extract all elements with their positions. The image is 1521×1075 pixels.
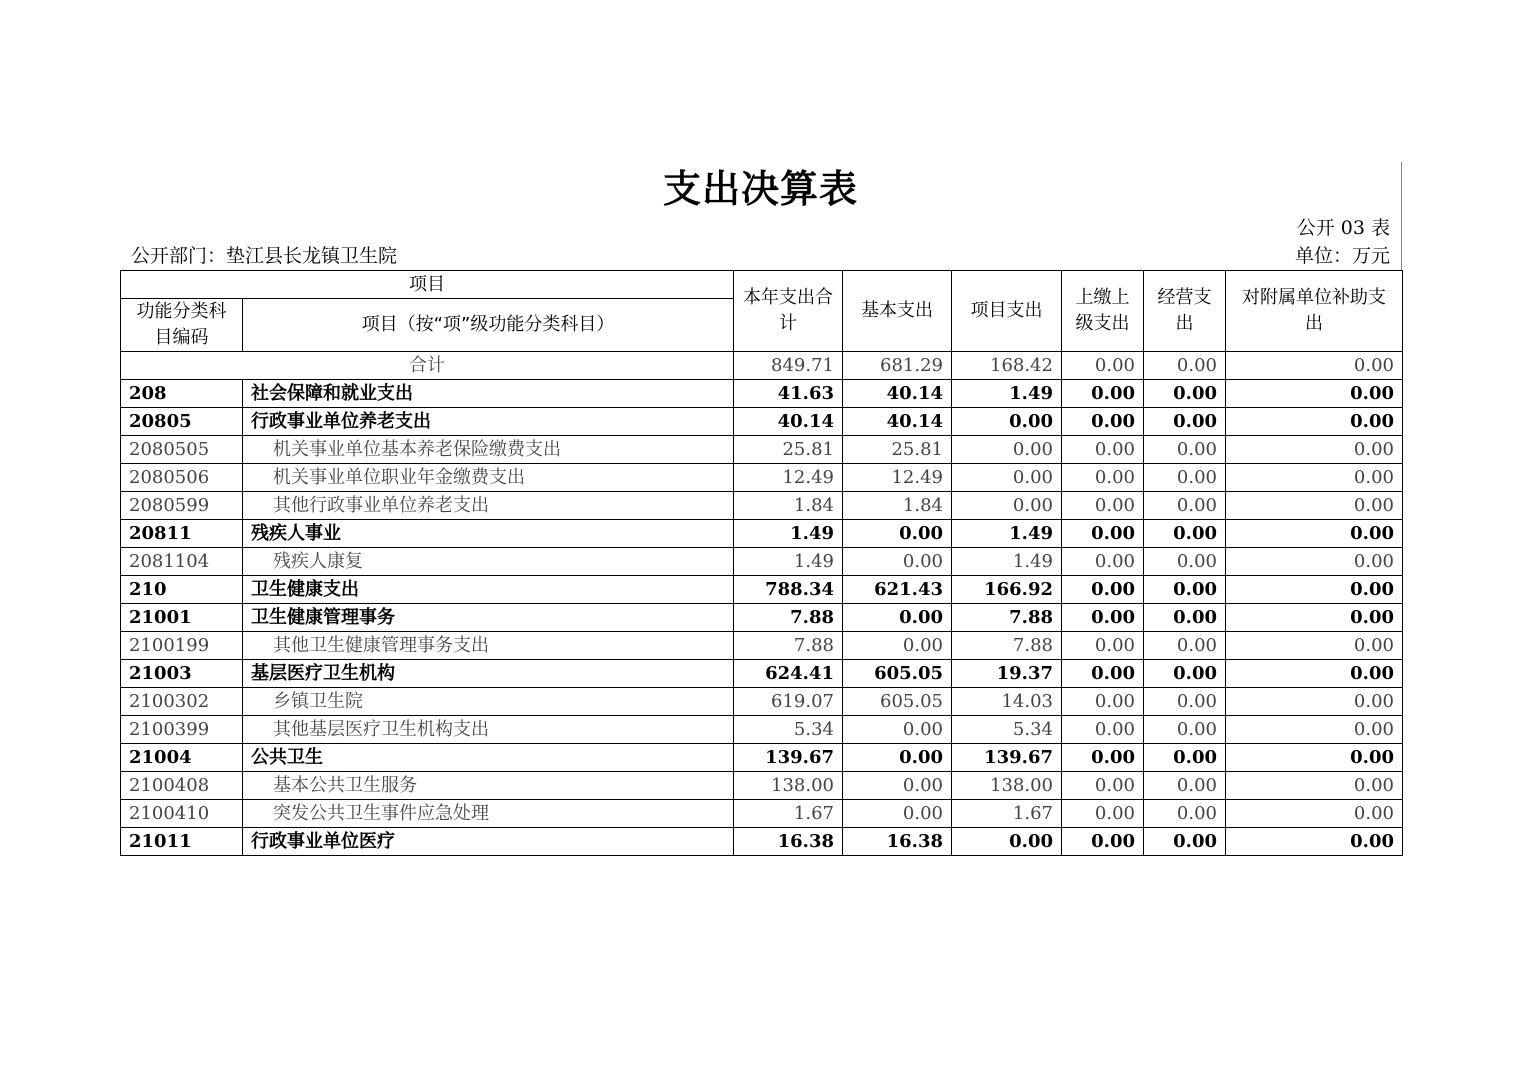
table-row: [121, 464, 1403, 492]
total-cell: 12.49: [734, 464, 843, 492]
name-cell: 残疾人事业: [243, 520, 734, 548]
business-cell: 0.00: [1144, 632, 1226, 660]
upper-cell: 0.00: [1062, 744, 1144, 772]
table-row: [121, 772, 1403, 800]
basic-cell: 0.00: [843, 772, 952, 800]
business-cell: 0.00: [1144, 520, 1226, 548]
name-cell: 社会保障和就业支出: [243, 380, 734, 408]
total-cell: 788.34: [734, 576, 843, 604]
code-cell: 21003: [121, 660, 243, 688]
table-row: [121, 632, 1403, 660]
total-cell: 1.49: [734, 520, 843, 548]
subsidy-cell: 0.00: [1226, 800, 1403, 828]
table-row: [121, 380, 1403, 408]
project-cell: 0.00: [952, 436, 1062, 464]
upper-cell: 0.00: [1062, 408, 1144, 436]
name-cell: 机关事业单位基本养老保险缴费支出: [243, 436, 734, 464]
subsidy-cell: 0.00: [1226, 660, 1403, 688]
subsidy-cell: 0.00: [1226, 380, 1403, 408]
upper-cell: 0.00: [1062, 380, 1144, 408]
business-cell: 0.00: [1144, 464, 1226, 492]
code-cell: 20805: [121, 408, 243, 436]
business-cell: 0.00: [1144, 408, 1226, 436]
basic-cell: 605.05: [843, 660, 952, 688]
upper-cell: 0.00: [1062, 772, 1144, 800]
table-body: [121, 352, 1403, 856]
table-row: [121, 576, 1403, 604]
table-row: [121, 800, 1403, 828]
subsidy-cell: 0.00: [1226, 436, 1403, 464]
total-cell: 16.38: [734, 828, 843, 856]
project-cell: 168.42: [952, 352, 1062, 380]
name-cell: 残疾人康复: [243, 548, 734, 576]
header-code: 功能分类科目编码: [121, 299, 243, 352]
basic-cell: 0.00: [843, 548, 952, 576]
name-cell: 基层医疗卫生机构: [243, 660, 734, 688]
business-cell: 0.00: [1144, 772, 1226, 800]
code-cell: 210: [121, 576, 243, 604]
project-cell: 0.00: [952, 492, 1062, 520]
upper-cell: 0.00: [1062, 632, 1144, 660]
subsidy-cell: 0.00: [1226, 688, 1403, 716]
code-cell: 2081104: [121, 548, 243, 576]
table-row: [121, 408, 1403, 436]
form-number: 公开 03 表: [1296, 217, 1390, 239]
name-cell: 行政事业单位养老支出: [243, 408, 734, 436]
upper-cell: 0.00: [1062, 576, 1144, 604]
expenditure-table: [120, 270, 1403, 856]
header-basic: 基本支出: [843, 271, 952, 352]
upper-cell: 0.00: [1062, 436, 1144, 464]
basic-cell: 605.05: [843, 688, 952, 716]
total-cell: 624.41: [734, 660, 843, 688]
project-cell: 5.34: [952, 716, 1062, 744]
code-cell: 20811: [121, 520, 243, 548]
project-cell: 0.00: [952, 408, 1062, 436]
header-name: 项目（按“项”级功能分类科目）: [243, 299, 734, 352]
basic-cell: 16.38: [843, 828, 952, 856]
subsidy-cell: 0.00: [1226, 520, 1403, 548]
code-cell: 2100399: [121, 716, 243, 744]
header-project-group: 项目: [121, 271, 734, 299]
upper-cell: 0.00: [1062, 352, 1144, 380]
upper-cell: 0.00: [1062, 548, 1144, 576]
basic-cell: 621.43: [843, 576, 952, 604]
upper-cell: 0.00: [1062, 492, 1144, 520]
header-project: 项目支出: [952, 271, 1062, 352]
code-cell: 208: [121, 380, 243, 408]
total-cell: 5.34: [734, 716, 843, 744]
basic-cell: 25.81: [843, 436, 952, 464]
table-row: [121, 688, 1403, 716]
project-cell: 166.92: [952, 576, 1062, 604]
business-cell: 0.00: [1144, 576, 1226, 604]
upper-cell: 0.00: [1062, 716, 1144, 744]
table-row: [121, 604, 1403, 632]
business-cell: 0.00: [1144, 800, 1226, 828]
table-row: [121, 492, 1403, 520]
total-cell: 849.71: [734, 352, 843, 380]
total-cell: 25.81: [734, 436, 843, 464]
upper-cell: 0.00: [1062, 800, 1144, 828]
project-cell: 1.49: [952, 380, 1062, 408]
basic-cell: 40.14: [843, 380, 952, 408]
upper-cell: 0.00: [1062, 828, 1144, 856]
upper-cell: 0.00: [1062, 604, 1144, 632]
basic-cell: 0.00: [843, 800, 952, 828]
basic-cell: 40.14: [843, 408, 952, 436]
business-cell: 0.00: [1144, 828, 1226, 856]
upper-cell: 0.00: [1062, 520, 1144, 548]
business-cell: 0.00: [1144, 380, 1226, 408]
upper-cell: 0.00: [1062, 464, 1144, 492]
header-total: 本年支出合计: [734, 271, 843, 352]
header-business: 经营支出: [1144, 271, 1226, 352]
header-upper: 上缴上级支出: [1062, 271, 1144, 352]
header-subsidy: 对附属单位补助支出: [1226, 271, 1403, 352]
basic-cell: 681.29: [843, 352, 952, 380]
project-cell: 0.00: [952, 464, 1062, 492]
subsidy-cell: 0.00: [1226, 828, 1403, 856]
subsidy-cell: 0.00: [1226, 576, 1403, 604]
basic-cell: 1.84: [843, 492, 952, 520]
subsidy-cell: 0.00: [1226, 548, 1403, 576]
project-cell: 139.67: [952, 744, 1062, 772]
business-cell: 0.00: [1144, 436, 1226, 464]
code-cell: 21011: [121, 828, 243, 856]
business-cell: 0.00: [1144, 660, 1226, 688]
business-cell: 0.00: [1144, 716, 1226, 744]
table-row: [121, 828, 1403, 856]
subsidy-cell: 0.00: [1226, 772, 1403, 800]
upper-cell: 0.00: [1062, 660, 1144, 688]
project-cell: 1.49: [952, 520, 1062, 548]
table-row: [121, 716, 1403, 744]
total-cell: 1.49: [734, 548, 843, 576]
document-title: 支出决算表: [662, 167, 858, 211]
subsidy-cell: 0.00: [1226, 716, 1403, 744]
total-cell: 1.67: [734, 800, 843, 828]
subsidy-cell: 0.00: [1226, 604, 1403, 632]
project-cell: 1.67: [952, 800, 1062, 828]
subsidy-cell: 0.00: [1226, 492, 1403, 520]
table-row: [121, 436, 1403, 464]
code-cell: 21004: [121, 744, 243, 772]
department-label: 公开部门：垫江县长龙镇卫生院: [131, 245, 398, 267]
subsidy-cell: 0.00: [1226, 464, 1403, 492]
project-cell: 14.03: [952, 688, 1062, 716]
name-cell: 基本公共卫生服务: [243, 772, 734, 800]
total-cell: 138.00: [734, 772, 843, 800]
basic-cell: 0.00: [843, 632, 952, 660]
code-cell: 2100408: [121, 772, 243, 800]
name-cell: 其他卫生健康管理事务支出: [243, 632, 734, 660]
basic-cell: 0.00: [843, 744, 952, 772]
project-cell: 0.00: [952, 828, 1062, 856]
code-cell: 2080599: [121, 492, 243, 520]
table-row: [121, 548, 1403, 576]
code-cell: 2080505: [121, 436, 243, 464]
project-cell: 19.37: [952, 660, 1062, 688]
total-cell: 41.63: [734, 380, 843, 408]
name-cell: 机关事业单位职业年金缴费支出: [243, 464, 734, 492]
business-cell: 0.00: [1144, 548, 1226, 576]
table-row: [121, 520, 1403, 548]
name-cell: 突发公共卫生事件应急处理: [243, 800, 734, 828]
basic-cell: 0.00: [843, 604, 952, 632]
name-cell: 公共卫生: [243, 744, 734, 772]
project-cell: 1.49: [952, 548, 1062, 576]
business-cell: 0.00: [1144, 744, 1226, 772]
name-cell: 其他行政事业单位养老支出: [243, 492, 734, 520]
total-cell: 40.14: [734, 408, 843, 436]
code-cell: 2080506: [121, 464, 243, 492]
name-cell: 乡镇卫生院: [243, 688, 734, 716]
table-row: [121, 744, 1403, 772]
upper-cell: 0.00: [1062, 688, 1144, 716]
project-cell: 138.00: [952, 772, 1062, 800]
code-cell: 2100410: [121, 800, 243, 828]
total-label: 合计: [121, 352, 734, 380]
subsidy-cell: 0.00: [1226, 352, 1403, 380]
project-cell: 7.88: [952, 604, 1062, 632]
total-cell: 7.88: [734, 632, 843, 660]
business-cell: 0.00: [1144, 352, 1226, 380]
code-cell: 21001: [121, 604, 243, 632]
name-cell: 卫生健康支出: [243, 576, 734, 604]
total-row: [121, 352, 1403, 380]
business-cell: 0.00: [1144, 492, 1226, 520]
code-cell: 2100199: [121, 632, 243, 660]
business-cell: 0.00: [1144, 688, 1226, 716]
unit-label: 单位：万元: [1294, 245, 1390, 267]
total-cell: 1.84: [734, 492, 843, 520]
name-cell: 其他基层医疗卫生机构支出: [243, 716, 734, 744]
basic-cell: 0.00: [843, 716, 952, 744]
code-cell: 2100302: [121, 688, 243, 716]
name-cell: 卫生健康管理事务: [243, 604, 734, 632]
basic-cell: 12.49: [843, 464, 952, 492]
total-cell: 619.07: [734, 688, 843, 716]
table-row: [121, 660, 1403, 688]
name-cell: 行政事业单位医疗: [243, 828, 734, 856]
subsidy-cell: 0.00: [1226, 632, 1403, 660]
subsidy-cell: 0.00: [1226, 408, 1403, 436]
subsidy-cell: 0.00: [1226, 744, 1403, 772]
basic-cell: 0.00: [843, 520, 952, 548]
project-cell: 7.88: [952, 632, 1062, 660]
business-cell: 0.00: [1144, 604, 1226, 632]
total-cell: 7.88: [734, 604, 843, 632]
total-cell: 139.67: [734, 744, 843, 772]
